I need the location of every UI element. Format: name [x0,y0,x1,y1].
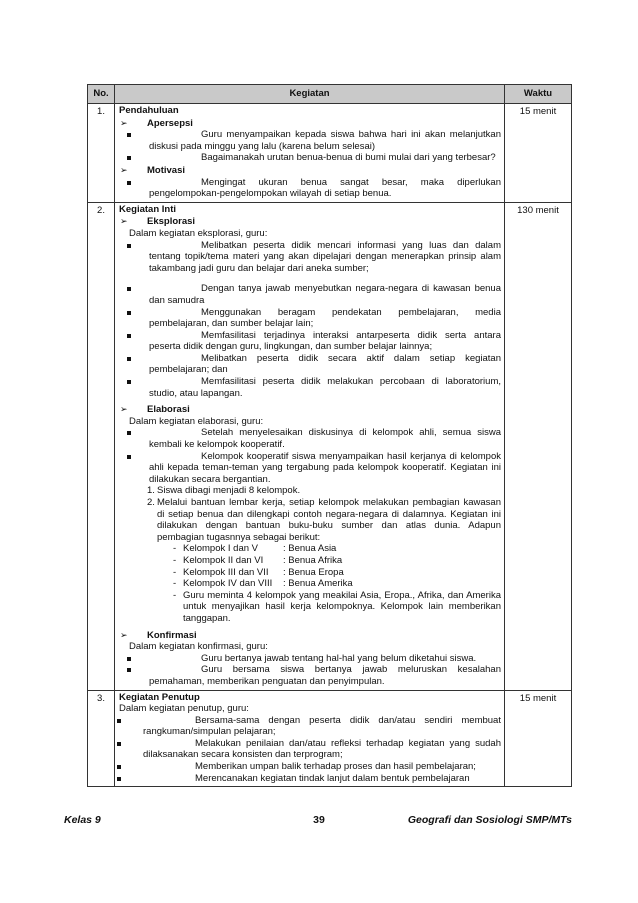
header-no: No. [88,85,115,104]
square-bullet-icon [127,334,131,338]
square-bullet-icon [127,657,131,661]
row-kegiatan [115,202,505,690]
subsection-intro: Dalam kegiatan konfirmasi, guru: [129,641,268,653]
subsection-eksplorasi [119,216,501,228]
subsection-title: Konfirmasi [147,629,197,641]
subsection-title: Motivasi [147,164,186,176]
subsection-intro: Dalam kegiatan penutup, guru: [119,703,249,715]
group-assignment: - Kelompok I dan V : Benua Asia [173,543,337,555]
row-number: 2. [88,202,115,690]
lesson-table [87,84,572,787]
list-item: Mengingat ukuran benua sangat besar, maka diperlukan pengelompokan-pengelompokan wilayah di setiap benua. [121,177,501,200]
group-assignment: - Kelompok III dan VII : Benua Eropa [173,566,344,578]
numbered-step: 2. Melalui bantuan lembar kerja, setiap kelompok melakukan pembagian kawasan di setiap benua dan dilengkapi contoh negara-negara di dalamnya. Kegiatan ini dilakukan dengan bantuan buku-buku sumber dan atlas dunia. Adapun pembagian tugasnnya sebagai berikut: [147,497,501,543]
square-bullet-icon [117,777,121,781]
list-item: Kelompok kooperatif siswa menyampaikan hasil kerjanya di kelompok ahli kepada teman-teman yang tergabung pada kelompok kooperatif. Kegiatan ini dilakukan secara bergantian. [121,451,501,486]
list-item: Memfasilitasi peserta didik melakukan percobaan di laboratorium, studio, atau lapangan. [121,376,501,399]
footer-book-title: Geografi dan Sosiologi SMP/MTs [407,814,572,826]
group-assignment: - Kelompok IV dan VIII : Benua Amerika [173,578,353,590]
square-bullet-icon [127,181,131,185]
square-bullet-icon [117,719,121,723]
subsection-title: Apersepsi [147,117,193,129]
list-item: Melibatkan peserta didik secara aktif dalam setiap kegiatan pembelajaran; dan [121,353,501,376]
square-bullet-icon [127,156,131,160]
list-item: Menggunakan beragam pendekatan pembelajaran, media pembelajaran, dan sumber belajar lain; [121,307,501,330]
subsection-konfirmasi [119,630,501,642]
header-kegiatan: Kegiatan [115,85,505,104]
list-item: Guru bersama siswa bertanya jawab meluruskan kesalahan pemahaman, memberikan penguatan dan penyimpulan. [121,664,501,687]
square-bullet-icon [127,311,131,315]
row-waktu: 15 menit [505,690,572,787]
arrow-bullet-icon: ➢ [120,629,128,640]
closing-instruction: - Guru meminta 4 kelompok yang meakilai Asia, Eropa., Afrika, dan Amerika untuk menyajikan hasil kerja kelompoknya. Kelompok lain memberikan tanggapan. [173,589,501,624]
list-item: Merencanakan kegiatan tindak lanjut dalam bentuk pembelajaran [115,773,501,785]
list-item: Bagaimanakah urutan benua-benua di bumi mulai dari yang terbesar? [121,152,501,164]
list-item: Setelah menyelesaikan diskusinya di kelompok ahli, semua siswa kembali ke kelompok kooperatif. [121,427,501,450]
square-bullet-icon [127,668,131,672]
arrow-bullet-icon: ➢ [120,164,128,175]
row-kegiatan [115,690,505,787]
list-item: Bersama-sama dengan peserta didik dan/atau sendiri membuat rangkuman/simpulan pelajaran; [115,715,501,738]
subsection-intro: Dalam kegiatan elaborasi, guru: [129,415,264,427]
subsection-intro: Dalam kegiatan eksplorasi, guru: [129,227,268,239]
row-number: 1. [88,104,115,203]
list-item: Dengan tanya jawab menyebutkan negara-negara di kawasan benua dan samudra [121,283,501,306]
square-bullet-icon [127,431,131,435]
list-item: Memberikan umpan balik terhadap proses dan hasil pembelajaran; [115,761,501,773]
square-bullet-icon [127,133,131,137]
list-item: Guru bertanya jawab tentang hal-hal yang belum diketahui siswa. [121,653,501,665]
header-waktu: Waktu [505,85,572,104]
table-row-penutup [88,690,572,787]
subsection-title: Elaborasi [147,404,190,416]
subsection-apersepsi [119,118,501,130]
table-row-kegiatan-inti [88,202,572,690]
list-item: Melibatkan peserta didik mencari informasi yang luas dan dalam tentang topik/tema materi yang akan dipelajari dengan menerapkan prinsip alam takambang jadi guru dan belajar dari aneka sumber; [121,240,501,275]
square-bullet-icon [127,287,131,291]
subsection-title: Eksplorasi [147,216,196,228]
subsection-motivasi [119,165,501,177]
row-kegiatan [115,104,505,203]
list-item: Guru menyampaikan kepada siswa bahwa hari ini akan melanjutkan diskusi pada minggu yang lalu (karena belum selesai) [121,129,501,152]
square-bullet-icon [127,455,131,459]
arrow-bullet-icon: ➢ [120,117,128,128]
list-item: Melakukan penilaian dan/atau refleksi terhadap kegiatan yang sudah dilaksanakan secara konsisten dan terprogram; [115,738,501,761]
section-title: Kegiatan Penutup [119,691,200,703]
square-bullet-icon [117,765,121,769]
numbered-step: 1. Siswa dibagi menjadi 8 kelompok. [147,485,301,497]
section-title: Kegiatan Inti [119,203,177,215]
row-number: 3. [88,690,115,787]
square-bullet-icon [117,742,121,746]
list-item: Memfasilitasi terjadinya interaksi antarpeserta didik serta antara peserta didik dengan guru, lingkungan, dan sumber belajar lainnya; [121,330,501,353]
group-assignment: - Kelompok II dan VI : Benua Afrika [173,554,343,566]
arrow-bullet-icon: ➢ [120,216,128,227]
footer-class-label: Kelas 9 [64,814,101,826]
square-bullet-icon [127,244,131,248]
table-header-row [88,85,572,104]
section-title: Pendahuluan [119,105,179,116]
subsection-elaborasi [119,404,501,416]
square-bullet-icon [127,380,131,384]
row-waktu: 15 menit [505,104,572,203]
row-waktu: 130 menit [505,202,572,690]
square-bullet-icon [127,357,131,361]
arrow-bullet-icon: ➢ [120,404,128,415]
table-row-pendahuluan [88,104,572,203]
footer-page-number: 39 [313,814,325,826]
